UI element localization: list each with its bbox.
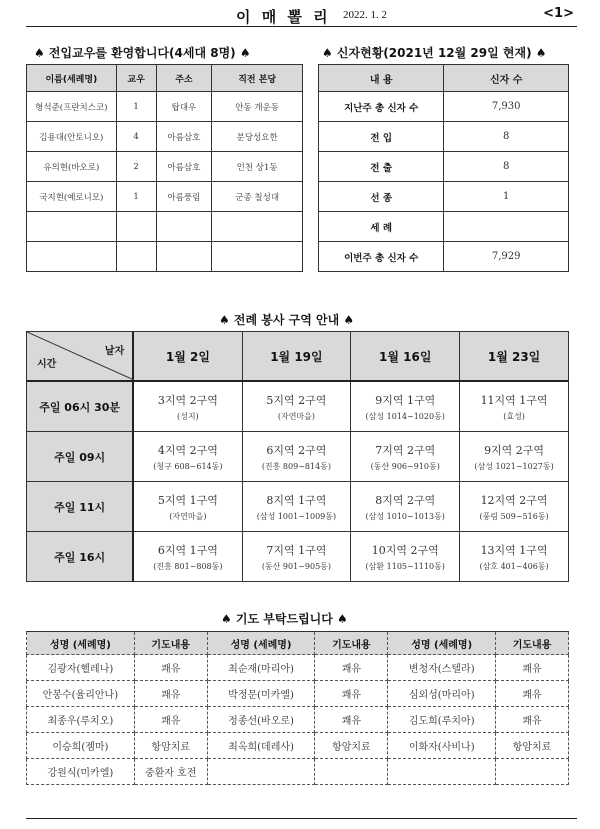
table-cell: 항암치료 [496,733,569,759]
table-cell: 군종 칠성대 [212,182,303,212]
table-row [27,92,303,122]
area-label: 12지역 2구역 [480,493,548,507]
table-row [27,212,303,242]
row-label: 이번주 총 신자 수 [319,242,444,272]
table-row [319,122,569,152]
table-cell: 탑대우 [156,92,212,122]
area-label: 9지역 1구역 [375,393,436,407]
area-label: 6지역 1구역 [157,543,218,557]
area-label: 8지역 2구역 [375,493,436,507]
prayer-title: ♠ 기도 부탁드립니다 ♠ [221,612,348,626]
mass-time: 주일 06시 30분 [27,381,134,432]
row-value: 7,929 [444,242,569,272]
table-cell: 항암치료 [315,733,388,759]
column-header: 내 용 [319,65,444,92]
date-header: 1월 19일 [242,332,351,382]
area-detail: (자연마을) [277,411,315,421]
area-detail: (동산 901~905동) [261,561,332,571]
row-value: 7,930 [444,92,569,122]
area-detail: (진흥 801~808동) [153,561,223,571]
table-cell [351,482,460,532]
page-number: <1> [543,6,574,21]
table-row [27,681,569,707]
area-label: 8지역 1구역 [266,493,327,507]
table-cell: 안봉수(율리안나) [27,681,135,707]
table-row [27,733,569,759]
table-cell: 2 [116,152,156,182]
table-row [27,707,569,733]
table-cell: 이화자(사비나) [388,733,496,759]
table-cell: 김도희(루치아) [388,707,496,733]
table-cell: 쾌유 [315,681,388,707]
table-cell: 최순재(마리아) [207,655,315,681]
table-cell: 인천 상1동 [212,152,303,182]
bulletin-title: 이 매 뽈 리 [236,8,331,26]
column-header: 주소 [156,65,212,92]
area-label: 10지역 2구역 [371,543,439,557]
area-detail: (풍림 509~516동) [479,511,549,521]
column-header: 신자 수 [444,65,569,92]
row-label: 선 종 [319,182,444,212]
table-cell: 강원식(미카엘) [27,759,135,785]
table-cell: 김광자(헬레나) [27,655,135,681]
table-row [27,242,303,272]
table-cell: 쾌유 [134,681,207,707]
mass-time: 주일 16시 [27,532,134,582]
corner-date-label: 날자 [104,346,125,357]
table-row [27,655,569,681]
area-detail: (삼성 1001~1009동) [256,511,337,521]
area-detail: (삼성 1010~1013동) [365,511,445,521]
table-cell [133,532,242,582]
date-header: 1월 2일 [133,332,242,382]
table-cell [351,432,460,482]
new-teachers-title: ♠ 전입교우를 환영합니다(4세대 8명) ♠ [34,46,251,60]
table-cell [116,212,156,242]
table-cell [460,432,569,482]
row-label: 전 입 [319,122,444,152]
page-header [26,4,576,26]
column-header: 이름(세례명) [27,65,117,92]
table-cell [133,381,242,432]
table-cell [496,759,569,785]
table-cell [351,381,460,432]
table-cell: 정종선(바오로) [207,707,315,733]
corner-header [27,332,134,382]
area-detail: (청구 608~614동) [153,461,223,471]
table-row [319,242,569,272]
header-divider [26,26,577,27]
table-cell [460,532,569,582]
table-row [319,152,569,182]
table-cell: 안동 개운동 [212,92,303,122]
table-cell: 1 [116,92,156,122]
table-cell: 쾌유 [496,655,569,681]
table-cell: 심외성(마리아) [388,681,496,707]
area-label: 5지역 1구역 [157,493,218,507]
table-cell [460,482,569,532]
row-label: 세 례 [319,212,444,242]
table-cell: 변청자(스텔라) [388,655,496,681]
area-label: 4지역 2구역 [157,443,218,457]
area-detail: (동산 906~910동) [370,461,440,471]
table-cell [242,532,351,582]
table-cell: 이승희(젬마) [27,733,135,759]
column-header: 성명 (세례명) [27,632,135,655]
table-cell: 4 [116,122,156,152]
table-row [319,182,569,212]
table-cell: 분당성요한 [212,122,303,152]
bulletin-date: 2022. 1. 2 [343,9,387,21]
area-detail: (삼환 1105~1110동) [365,561,445,571]
table-cell [212,212,303,242]
mass-time: 주일 09시 [27,432,134,482]
row-label: 전 출 [319,152,444,182]
area-detail: (성지) [177,411,199,421]
area-label: 9지역 2구역 [484,443,545,457]
area-label: 3지역 2구역 [157,393,218,407]
new-teachers-table [26,64,303,272]
table-cell: 유의현(바오로) [27,152,117,182]
table-cell [27,242,117,272]
table-cell: 형석준(프란치스코) [27,92,117,122]
table-cell [460,381,569,432]
table-cell: 아름풍림 [156,182,212,212]
table-row [319,212,569,242]
table-row [319,92,569,122]
row-value: 8 [444,152,569,182]
column-header: 기도내용 [134,632,207,655]
believers-title: ♠ 신자현황(2021년 12월 29일 현재) ♠ [322,46,547,60]
table-cell: 항암치료 [134,733,207,759]
table-cell [351,532,460,582]
table-cell: 박정문(미카엘) [207,681,315,707]
table-cell [133,432,242,482]
row-value: 8 [444,122,569,152]
row-label: 지난주 총 신자 수 [319,92,444,122]
date-header: 1월 16일 [351,332,460,382]
table-row [27,182,303,212]
table-cell [388,759,496,785]
table-row [27,152,303,182]
table-cell [242,432,351,482]
area-label: 6지역 2구역 [266,443,327,457]
column-header: 성명 (세례명) [388,632,496,655]
table-cell [242,381,351,432]
table-cell [207,759,315,785]
table-cell: 1 [116,182,156,212]
table-cell: 쾌유 [134,655,207,681]
table-cell [242,482,351,532]
table-cell: 아름삼호 [156,152,212,182]
table-cell: 최옥희(데레사) [207,733,315,759]
area-label: 7지역 1구역 [266,543,327,557]
table-cell [156,212,212,242]
column-header: 성명 (세례명) [207,632,315,655]
row-value: 1 [444,182,569,212]
area-detail: (자연마을) [169,511,207,521]
table-cell: 쾌유 [134,707,207,733]
believers-table [318,64,569,272]
table-row [27,432,569,482]
table-cell: 중환자 호전 [134,759,207,785]
table-cell [212,242,303,272]
service-title: ♠ 전례 봉사 구역 안내 ♠ [219,313,355,327]
column-header: 직전 본당 [212,65,303,92]
table-cell: 최종우(루치오) [27,707,135,733]
table-cell: 쾌유 [496,681,569,707]
table-cell: 쾌유 [315,655,388,681]
column-header: 교우 [116,65,156,92]
table-cell [315,759,388,785]
date-header: 1월 23일 [460,332,569,382]
table-row [27,759,569,785]
mass-time: 주일 11시 [27,482,134,532]
area-detail: (효성) [503,411,525,421]
service-schedule-table [26,331,569,582]
footer-divider [26,818,577,819]
table-cell: 김용대(안토니오) [27,122,117,152]
area-label: 13지역 1구역 [480,543,548,557]
table-cell: 국지현(예로니모) [27,182,117,212]
column-header: 기도내용 [315,632,388,655]
table-cell [116,242,156,272]
area-label: 11지역 1구역 [480,393,548,407]
table-row [27,381,569,432]
table-cell: 쾌유 [315,707,388,733]
area-detail: (삼성 1014~1020동) [365,411,445,421]
corner-time-label: 시간 [37,359,57,370]
table-row [27,532,569,582]
table-cell: 아름삼호 [156,122,212,152]
area-label: 7지역 2구역 [375,443,436,457]
table-cell [133,482,242,532]
prayer-table [26,631,569,785]
area-detail: (삼호 401~406동) [479,561,549,571]
table-cell [156,242,212,272]
column-header: 기도내용 [496,632,569,655]
table-cell: 쾌유 [496,707,569,733]
table-row [27,122,303,152]
table-row [27,482,569,532]
row-value [444,212,569,242]
area-detail: (삼성 1021~1027동) [474,461,554,471]
area-detail: (진흥 809~814동) [261,461,332,471]
area-label: 5지역 2구역 [266,393,327,407]
table-cell [27,212,117,242]
